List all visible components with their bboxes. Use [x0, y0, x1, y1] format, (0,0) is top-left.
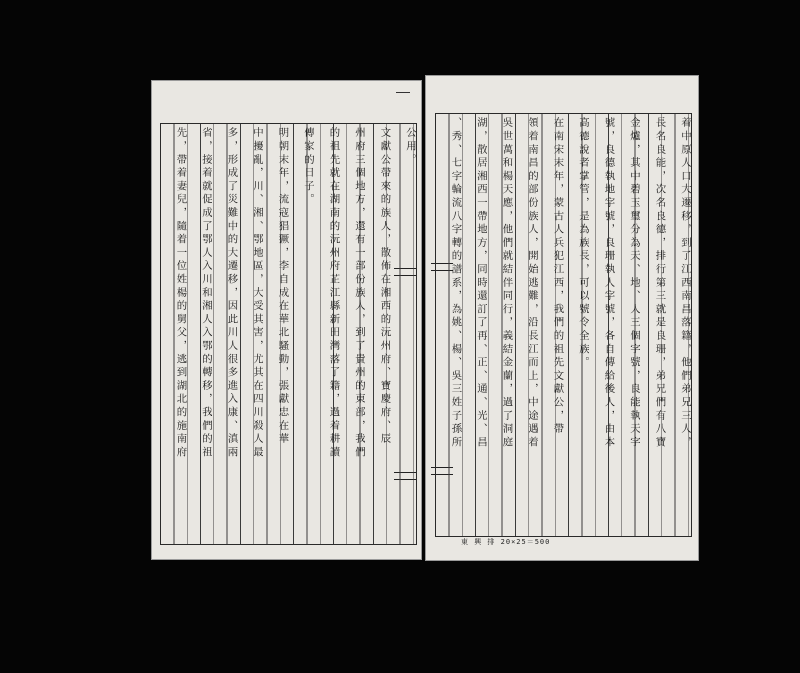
text-column: 吳世萬和楊天應，他們就結伴同行，義結金蘭，過了洞庭 [500, 117, 513, 450]
text-column: 明朝末年，流寇猖獗，李自成在華北騷動，張獻忠在華 [276, 127, 289, 447]
text-column: 號，良德執地字號，良珊執人字號，各自傳給後人，由本 [602, 117, 615, 450]
corner-mark [396, 92, 410, 93]
text-column: 省，接着就促成了鄂人入川和湘人入鄂的轉移，我們的祖 [200, 127, 212, 460]
paper-footer-label: 東 興 排 20×25＝500 [461, 538, 551, 546]
text-column: 多，形成了災難中的大遷移，因此川人很多進入康、滇兩 [225, 127, 238, 460]
manuscript-grid-right [435, 113, 692, 537]
text-column: 着中原人口大遷移，到了江西南昌落籍，他們弟兄三人， [679, 117, 691, 450]
right-page [425, 75, 699, 561]
text-column: 在南宋末年，蒙古人兵犯江西，我們的祖先文獻公，帶 [551, 117, 564, 437]
text-column: 、秀、七字輪流八字轉的譜系，為姚、楊、吳三姓子孫所 [449, 117, 462, 450]
text-column: 州府三個地方，還有一部份族人，到了貴州的東部，我們 [353, 127, 365, 460]
text-column: 公用。 [404, 127, 416, 167]
text-column: 長名良能，次名良德，排行第三就是良珊，弟兄們有八寶 [653, 117, 666, 450]
manuscript-grid-left [160, 123, 417, 545]
left-page [151, 80, 422, 560]
text-column: 文獻公帶來的族人，散佈在湘西的沅州府、寶慶府、辰 [378, 127, 391, 447]
text-column: 先，帶着妻兒，隨着一位姓楊的舅父，逃到湖北的施南府 [174, 127, 187, 460]
text-column: 高德說者掌管，是為族長，可以號令全族。 [577, 117, 589, 370]
text-column: 的祖先就在湖南的沅州府芷江縣新田灣落了籍，過着耕讀 [327, 127, 340, 460]
text-column: 湖，散居湘西一帶地方，同時還訂了再、正、通、光、昌 [475, 117, 487, 450]
text-column: 領着南昌的部份族人，開始逃難，沿長江而上，中途遇着 [526, 117, 538, 450]
text-column: 金爐，其中碧玉璽分為天、地、人三個字號，良能執天字 [628, 117, 640, 450]
text-column: 中擾亂，川、湘、鄂地區，大受其害，尤其在四川殺人最 [251, 127, 263, 460]
text-column: 傳家的日子。 [302, 127, 314, 207]
